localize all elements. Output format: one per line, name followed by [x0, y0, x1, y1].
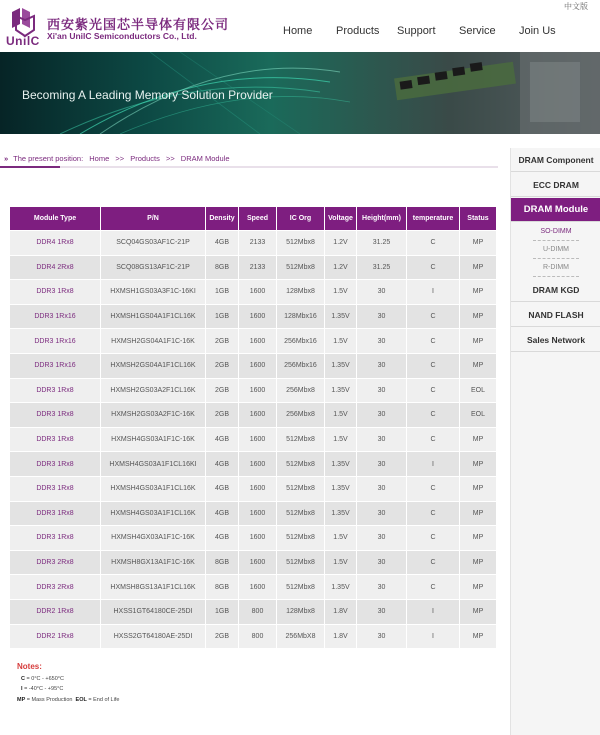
table-cell: 31.25 [357, 256, 406, 280]
table-cell: MP [460, 452, 496, 476]
table-row [10, 329, 496, 353]
table-cell: 8GB [206, 551, 238, 575]
table-cell: DDR3 1Rx8 [10, 526, 100, 550]
table-cell: 800 [239, 600, 276, 624]
col-density: Density [206, 207, 238, 230]
sidebar-item-nand-flash[interactable]: NAND FLASH [511, 303, 600, 327]
table-cell: 1.5V [325, 280, 356, 304]
table-cell: MP [460, 625, 496, 649]
table-cell: DDR3 2Rx8 [10, 575, 100, 599]
table-cell: 1.35V [325, 575, 356, 599]
table-cell: 256Mbx8 [277, 379, 324, 403]
table-cell: I [407, 600, 459, 624]
table-cell: 30 [357, 600, 406, 624]
nav-products[interactable]: Products [336, 25, 380, 37]
table-cell: 1.35V [325, 477, 356, 501]
table-cell: 1600 [239, 502, 276, 526]
table-cell: 30 [357, 280, 406, 304]
table-cell: DDR3 1Rx16 [10, 305, 100, 329]
table-cell: 1600 [239, 477, 276, 501]
table-cell: 1GB [206, 280, 238, 304]
table-cell: 30 [357, 305, 406, 329]
table-cell: 30 [357, 354, 406, 378]
table-cell: 512Mbx8 [277, 231, 324, 255]
table-cell: 30 [357, 379, 406, 403]
table-row [10, 526, 496, 550]
table-cell: MP [460, 551, 496, 575]
nav-join-us[interactable]: Join Us [519, 25, 556, 37]
table-cell: I [407, 452, 459, 476]
table-cell: 1600 [239, 280, 276, 304]
note-mp-text: = Mass Production [26, 697, 73, 703]
table-cell: 1600 [239, 305, 276, 329]
nav-home[interactable]: Home [283, 25, 313, 37]
company-name-cn: 西安紫光国芯半导体有限公司 [47, 18, 230, 33]
table-cell: DDR2 1Rx8 [10, 600, 100, 624]
breadcrumb-separator: >> [165, 154, 175, 163]
nav-service[interactable]: Service [459, 25, 496, 37]
table-cell: 30 [357, 452, 406, 476]
table-cell: DDR3 1Rx16 [10, 354, 100, 378]
table-cell: HXMSH8GS13A1F1CL16K [101, 575, 205, 599]
sidebar-item-dram-module[interactable]: DRAM Module [511, 198, 600, 222]
table-cell: 512Mbx8 [277, 551, 324, 575]
table-cell: HXMSH1GS04A1F1CL16K [101, 305, 205, 329]
table-cell: 2GB [206, 354, 238, 378]
table-cell: HXSS2GT64180AE-25DI [101, 625, 205, 649]
sidebar-subitem-u-dimm[interactable]: U-DIMM [542, 246, 570, 253]
table-cell: 1600 [239, 403, 276, 427]
table-cell: 512Mbx8 [277, 526, 324, 550]
table-cell: SCQ04GS03AF1C-21P [101, 231, 205, 255]
table-cell: HXMSH2GS03A2F1C-16K [101, 403, 205, 427]
table-cell: 2GB [206, 625, 238, 649]
table-cell: 1.35V [325, 305, 356, 329]
table-cell: 1600 [239, 526, 276, 550]
dram-module-table [9, 206, 497, 649]
table-row [10, 575, 496, 599]
language-switch-link[interactable]: 中文版 [564, 2, 588, 11]
col-module-type: Module Type [10, 207, 100, 230]
table-cell: DDR2 1Rx8 [10, 625, 100, 649]
table-cell: 2GB [206, 379, 238, 403]
note-i-key: I [21, 686, 23, 692]
table-cell: 30 [357, 625, 406, 649]
col-height: Height(mm) [357, 207, 406, 230]
table-cell: 8GB [206, 575, 238, 599]
note-c [21, 676, 64, 682]
note-c-text: = 0°C - +650°C [26, 676, 64, 682]
table-cell: HXMSH4GX03A1F1C-16K [101, 526, 205, 550]
sidebar-subitem-r-dimm[interactable]: R-DIMM [542, 264, 570, 271]
table-cell: 256Mbx16 [277, 354, 324, 378]
note-i-text: = -40°C - +95°C [24, 686, 64, 692]
table-row [10, 379, 496, 403]
table-cell: 30 [357, 403, 406, 427]
table-cell: 1600 [239, 329, 276, 353]
table-cell: DDR3 1Rx8 [10, 403, 100, 427]
breadcrumb-divider-accent [0, 166, 60, 168]
table-cell: C [407, 575, 459, 599]
table-row [10, 280, 496, 304]
table-cell: C [407, 403, 459, 427]
table-cell: 4GB [206, 502, 238, 526]
table-row [10, 551, 496, 575]
breadcrumb-home[interactable]: Home [89, 154, 110, 163]
table-row [10, 305, 496, 329]
table-cell: 30 [357, 428, 406, 452]
col-temperature: temperature [407, 207, 459, 230]
table-cell: MP [460, 428, 496, 452]
table-cell: HXMSH4GS03A1F1CL16K [101, 477, 205, 501]
breadcrumb [4, 154, 230, 163]
table-cell: 2133 [239, 256, 276, 280]
table-cell: DDR4 1Rx8 [10, 231, 100, 255]
table-cell: MP [460, 354, 496, 378]
table-cell: 512Mbx8 [277, 575, 324, 599]
table-cell: 1600 [239, 428, 276, 452]
table-cell: HXMSH2GS04A1F1C-16K [101, 329, 205, 353]
col-ic-org: IC Org [277, 207, 324, 230]
table-cell: 8GB [206, 256, 238, 280]
table-cell: 4GB [206, 452, 238, 476]
table-cell: 4GB [206, 428, 238, 452]
note-eol-text: = End of Life [88, 697, 120, 703]
table-cell: 2GB [206, 403, 238, 427]
table-cell: 1.5V [325, 403, 356, 427]
table-cell: DDR3 1Rx8 [10, 379, 100, 403]
col-pn: P/N [101, 207, 205, 230]
table-cell: DDR3 1Rx8 [10, 280, 100, 304]
table-cell: I [407, 280, 459, 304]
table-cell: EOL [460, 379, 496, 403]
site-header [0, 0, 600, 52]
table-cell: 1.5V [325, 428, 356, 452]
breadcrumb-dram-module[interactable]: DRAM Module [180, 154, 230, 163]
table-cell: HXMSH8GX13A1F1C-16K [101, 551, 205, 575]
table-cell: C [407, 477, 459, 501]
table-row [10, 256, 496, 280]
logo-text: UnilC [6, 34, 40, 48]
table-cell: 512Mbx8 [277, 502, 324, 526]
table-cell: 2133 [239, 231, 276, 255]
table-cell: C [407, 502, 459, 526]
table-cell: 30 [357, 329, 406, 353]
table-cell: 1.35V [325, 354, 356, 378]
table-cell: 1.35V [325, 452, 356, 476]
table-cell: 4GB [206, 231, 238, 255]
table-cell: MP [460, 600, 496, 624]
table-cell: HXMSH1GS03A3F1C-16KI [101, 280, 205, 304]
table-cell: HXMSH4GS03A1F1CL16KI [101, 452, 205, 476]
breadcrumb-divider [0, 166, 498, 168]
sidebar-item-ecc-dram[interactable]: ECC DRAM [511, 173, 600, 197]
table-cell: 30 [357, 551, 406, 575]
table-cell: DDR3 1Rx8 [10, 502, 100, 526]
table-cell: MP [460, 256, 496, 280]
table-cell: DDR3 1Rx16 [10, 329, 100, 353]
table-cell: 1.2V [325, 256, 356, 280]
sidebar-item-sales-network[interactable]: Sales Network [511, 328, 600, 352]
table-cell: 1600 [239, 379, 276, 403]
table-cell: 1.5V [325, 526, 356, 550]
product-sidebar [510, 148, 600, 735]
breadcrumb-prefix: The present position: [13, 154, 84, 163]
table-cell: 2GB [206, 329, 238, 353]
nav-support[interactable]: Support [397, 25, 436, 37]
table-cell: 1600 [239, 354, 276, 378]
col-status: Status [460, 207, 496, 230]
table-cell: MP [460, 329, 496, 353]
table-cell: SCQ08GS13AF1C-21P [101, 256, 205, 280]
table-cell: 800 [239, 625, 276, 649]
table-cell: 1.35V [325, 502, 356, 526]
table-cell: 1600 [239, 452, 276, 476]
table-cell: HXMSH4GS03A1F1CL16K [101, 502, 205, 526]
breadcrumb-products[interactable]: Products [130, 154, 160, 163]
table-cell: I [407, 625, 459, 649]
breadcrumb-separator: >> [115, 154, 125, 163]
table-cell: EOL [460, 403, 496, 427]
table-cell: HXMSH4GS03A1F1C-16K [101, 428, 205, 452]
table-row [10, 428, 496, 452]
table-cell: C [407, 526, 459, 550]
table-cell: 1.8V [325, 625, 356, 649]
table-cell: DDR3 2Rx8 [10, 551, 100, 575]
table-cell: 1.8V [325, 600, 356, 624]
table-cell: 1.5V [325, 329, 356, 353]
table-cell: DDR3 1Rx8 [10, 477, 100, 501]
table-cell: 30 [357, 526, 406, 550]
table-cell: DDR4 2Rx8 [10, 256, 100, 280]
table-cell: 512Mbx8 [277, 452, 324, 476]
table-cell: 1600 [239, 551, 276, 575]
table-cell: MP [460, 502, 496, 526]
col-voltage: Voltage [325, 207, 356, 230]
table-cell: 30 [357, 575, 406, 599]
table-cell: HXSS1GT64180CE-25DI [101, 600, 205, 624]
table-cell: 512Mbx8 [277, 477, 324, 501]
table-cell: 128Mbx16 [277, 305, 324, 329]
table-cell: MP [460, 575, 496, 599]
table-cell: 1600 [239, 575, 276, 599]
company-name-en: Xi'an UnilC Semiconductors Co., Ltd. [47, 31, 197, 41]
table-cell: C [407, 329, 459, 353]
note-eol-key: EOL [75, 697, 87, 703]
table-cell: 256Mbx16 [277, 329, 324, 353]
table-cell: 30 [357, 502, 406, 526]
table-cell: 31.25 [357, 231, 406, 255]
table-body [10, 231, 496, 648]
table-cell: 128Mbx8 [277, 280, 324, 304]
table-row [10, 600, 496, 624]
table-cell: 512Mbx8 [277, 256, 324, 280]
note-i [21, 686, 63, 692]
note-mp-key: MP [17, 697, 26, 703]
table-cell: C [407, 305, 459, 329]
table-cell: MP [460, 280, 496, 304]
table-row [10, 452, 496, 476]
table-cell: MP [460, 526, 496, 550]
banner-title: Becoming A Leading Memory Solution Provider [22, 88, 273, 102]
note-c-key: C [21, 676, 25, 682]
note-status [17, 697, 119, 703]
table-cell: 256MbX8 [277, 625, 324, 649]
table-cell: C [407, 256, 459, 280]
sidebar-item-dram-kgd[interactable]: DRAM KGD [511, 278, 600, 302]
table-cell: 30 [357, 477, 406, 501]
table-cell: DDR3 1Rx8 [10, 428, 100, 452]
table-row [10, 477, 496, 501]
table-cell: C [407, 354, 459, 378]
sidebar-divider [533, 276, 579, 277]
table-cell: MP [460, 305, 496, 329]
table-cell: 512Mbx8 [277, 428, 324, 452]
table-cell: C [407, 428, 459, 452]
table-cell: 1GB [206, 600, 238, 624]
table-row [10, 403, 496, 427]
notes-title: Notes: [17, 662, 42, 671]
col-speed: Speed [239, 207, 276, 230]
table-cell: MP [460, 231, 496, 255]
table-cell: 256Mbx8 [277, 403, 324, 427]
table-cell: 1.35V [325, 379, 356, 403]
table-cell: C [407, 551, 459, 575]
table-cell: 4GB [206, 477, 238, 501]
table-header-row [10, 207, 496, 230]
table-cell: C [407, 379, 459, 403]
table-cell: 1.5V [325, 551, 356, 575]
table-cell: HXMSH2GS03A2F1CL16K [101, 379, 205, 403]
breadcrumb-arrows-icon: » [4, 154, 9, 163]
table-row [10, 502, 496, 526]
table-row [10, 354, 496, 378]
table-cell: 128Mbx8 [277, 600, 324, 624]
table-row [10, 231, 496, 255]
table-cell: 1GB [206, 305, 238, 329]
table-cell: HXMSH2GS04A1F1CL16K [101, 354, 205, 378]
table-row [10, 625, 496, 649]
sidebar-item-dram-component[interactable]: DRAM Component [511, 148, 600, 172]
table-cell: 4GB [206, 526, 238, 550]
table-cell: MP [460, 477, 496, 501]
hero-banner [0, 52, 600, 134]
table-cell: C [407, 231, 459, 255]
table-cell: 1.2V [325, 231, 356, 255]
table-cell: DDR3 1Rx8 [10, 452, 100, 476]
sidebar-subitem-so-dimm[interactable]: SO-DIMM [540, 228, 572, 235]
